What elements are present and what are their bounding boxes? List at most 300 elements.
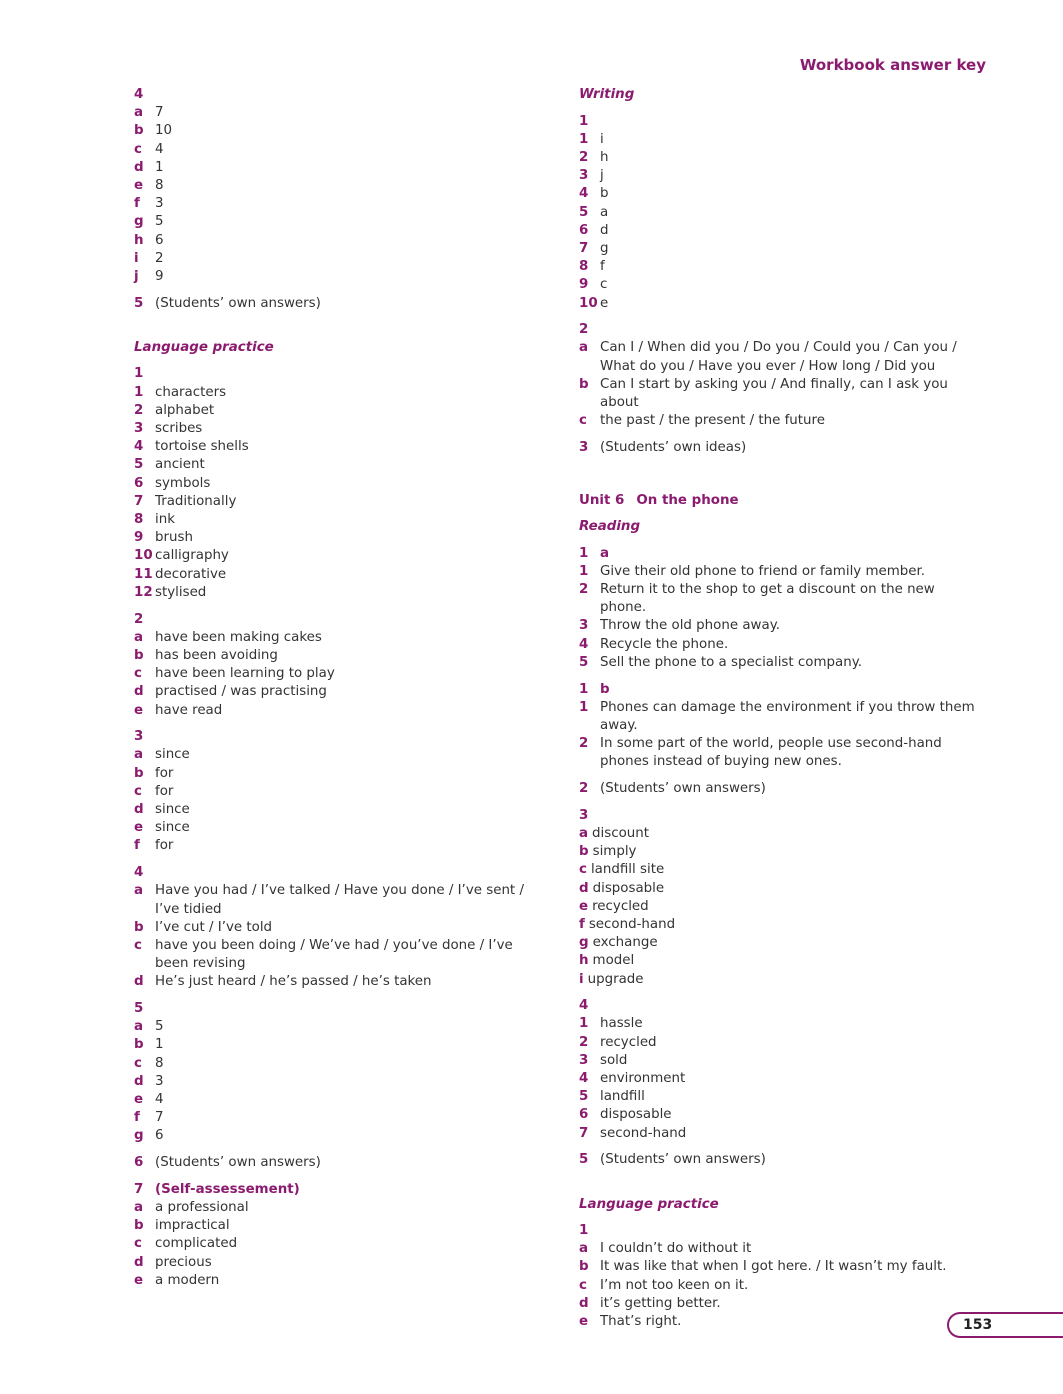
exercise-sub-label: a [600,545,610,561]
answer-label: c [134,141,142,157]
answer-text: 5 [155,214,164,230]
answer-label: d [134,974,144,990]
unit-title [579,492,979,510]
answer-row [134,665,534,683]
answer-row [134,511,534,529]
answer-label: a [134,105,144,121]
answer-row [134,529,534,547]
answer-label: 9 [134,530,144,546]
answer-label: 8 [134,512,144,528]
answer-text: for [155,765,174,781]
answer-text: scribes [155,421,203,437]
answer-label: 1 [579,699,589,715]
answer-row [579,1277,979,1295]
exercise-number: 2 [579,322,589,338]
answer-text: alphabet [155,402,215,418]
answer-label: 3 [579,618,589,634]
answer-row [134,1055,534,1073]
answer-text: b [600,186,609,202]
answer-label: a [134,629,144,645]
exercise-number: 5 [134,1001,144,1017]
answer-label: 6 [579,1107,589,1123]
exercise-number: 1 [579,681,589,697]
answer-row [579,1295,979,1313]
answer-row [134,122,534,140]
writing-exercise-2 [579,321,979,430]
answer-text: tortoise shells [155,439,249,455]
answer-row [134,384,534,402]
answer-text: Sell the phone to a specialist company. [600,654,862,670]
answer-label: b [134,1037,144,1053]
answer-row [134,213,534,231]
answer-label: i [134,250,139,266]
answer-text: since [155,747,190,763]
exercise-number: 4 [579,998,589,1014]
answer-row [579,880,979,898]
answer-text: impractical [155,1218,230,1234]
answer-text: 7 [155,1110,164,1126]
answer-row [134,1235,534,1253]
answer-text: (Students’ own answers) [600,1152,766,1168]
answer-text: have been making cakes [155,629,322,645]
answer-row [579,1015,979,1033]
lp-exercise-4 [134,864,534,991]
answer-row [134,1217,534,1235]
answer-row [134,438,534,456]
answer-label: b [579,376,589,392]
answer-text: Give their old phone to friend or family member. [600,563,926,579]
answer-text: d [600,222,609,238]
answer-text: Throw the old phone away. [600,618,780,634]
answer-label: e [134,178,144,193]
answer-text: 10 [155,123,173,139]
answer-row [134,232,534,250]
answer-row [579,204,979,222]
exercise-number: 6 [134,1155,144,1171]
answer-label: 5 [579,654,589,670]
writing-exercise-1 [579,113,979,313]
answer-text: 6 [155,1128,164,1144]
answer-label: 7 [579,1125,589,1141]
answer-text: He’s just heard / he’s passed / he’s taken [155,974,432,990]
answer-text: brush [155,530,193,546]
answer-label: 2 [579,736,589,752]
answer-text: e [600,295,609,311]
exercise-4 [134,86,534,286]
answer-text: Traditionally [155,493,237,509]
exercise-number: 1 [134,366,144,382]
exercise-number: 3 [134,729,144,745]
answer-text: symbols [155,475,211,491]
answer-text: c [600,277,608,293]
answer-label: c [134,783,142,799]
exercise-sub-label: b [600,681,610,697]
answer-label: f [579,916,585,932]
answer-text: discount [592,825,650,841]
answer-label: a [134,1200,144,1216]
answer-row [134,783,534,801]
answer-label: 1 [134,384,144,400]
answer-row [134,937,534,973]
answer-row [134,159,534,177]
answer-list [134,629,534,720]
answer-text: 4 [155,1092,164,1108]
answer-text: landfill [600,1089,645,1105]
answer-label: j [134,269,139,285]
answer-row [579,654,979,672]
answer-label: c [134,1055,142,1071]
answer-row [579,825,979,843]
answer-row [134,177,534,195]
answer-row [134,973,534,991]
answer-label: 2 [134,402,144,418]
answer-text: sold [600,1052,628,1068]
answer-label: g [579,935,589,951]
answer-text: disposable [600,1107,672,1123]
answer-text: second-hand [600,1125,687,1141]
answer-text: since [155,820,190,836]
unit-label: Unit 6 [579,492,625,508]
answer-text: for [155,783,174,799]
answer-row [579,861,979,879]
answer-row [579,934,979,952]
answer-text: a modern [155,1272,220,1288]
answer-list [579,1015,979,1142]
exercise-number: 1 [579,113,589,129]
answer-text: 9 [155,269,164,285]
answer-label: 1 [579,1016,589,1032]
answer-row [579,971,979,989]
lp-exercise-2 [134,611,534,720]
answer-label: 2 [579,149,589,165]
answer-text: precious [155,1254,212,1270]
answer-label: 12 [134,584,153,600]
answer-label: d [134,802,144,818]
answer-row [134,475,534,493]
page-number: 153 [947,1312,1063,1338]
answer-label: c [134,666,142,682]
answer-row [579,1313,979,1331]
answer-label: 1 [579,563,589,579]
reading-exercise-4 [579,997,979,1143]
answer-text: simply [592,844,637,860]
answer-label: d [579,1295,589,1311]
page-header-title: Workbook answer key [799,56,986,74]
answer-row [134,702,534,720]
section-heading-language-practice: Language practice [579,1196,719,1212]
answer-label: 4 [579,636,589,652]
answer-label: 1 [579,131,589,147]
reading-exercise-1a [579,545,979,672]
unit-name: On the phone [636,492,739,508]
answer-row [134,629,534,647]
answer-label: 10 [579,295,598,311]
writing-exercise-3 [579,439,979,457]
lp-exercise-6 [134,1154,534,1172]
answer-row [579,581,979,617]
answer-text: calligraphy [155,548,229,564]
answer-row [134,250,534,268]
answer-row [579,339,979,375]
answer-text: g [600,240,609,256]
answer-text: Return it to the shop to get a discount on the new phone. [600,582,935,616]
answer-text: 6 [155,232,164,248]
answer-label: 4 [579,1071,589,1087]
answer-text: hassle [600,1016,643,1032]
answer-label: 4 [579,186,589,202]
answer-text: Can I start by asking you / And finally, can I ask you about [600,376,948,411]
answer-row [134,456,534,474]
answer-text: have read [155,702,223,718]
answer-text: ink [155,512,175,528]
left-column [134,86,534,1290]
answer-label: a [134,747,144,763]
answer-text: I’ve cut / I’ve told [155,919,273,935]
answer-row [579,376,979,412]
reading-exercise-3 [579,807,979,989]
answer-row [579,735,979,771]
answer-label: e [134,1092,144,1108]
answer-label: 3 [579,1052,589,1068]
answer-row [134,837,534,855]
answer-text: practised / was practising [155,684,327,700]
answer-text: Phones can damage the environment if you throw them away. [600,699,975,733]
answer-text: characters [155,384,227,400]
answer-label: a [134,883,144,899]
answer-row [134,683,534,701]
reading-exercise-1b [579,681,979,772]
lp-exercise-1 [134,365,534,602]
answer-label: f [134,196,140,212]
answer-list [579,131,979,313]
answer-label: c [134,937,142,953]
answer-text: a professional [155,1200,249,1216]
answer-label: b [579,1259,589,1275]
answer-label: c [134,1236,142,1252]
answer-label: 2 [579,1034,589,1050]
answer-text: (Students’ own ideas) [600,439,747,455]
answer-row [134,801,534,819]
answer-row [134,1272,534,1290]
exercise-number: 7 [134,1181,144,1197]
answer-label: d [134,1073,144,1089]
answer-row [134,746,534,764]
answer-text: Can I / When did you / Do you / Could you / Can you / What do you / Have you ever / How long / Did you [600,340,957,374]
answer-row [134,1254,534,1272]
answer-label: d [134,684,144,700]
answer-row [579,1070,979,1088]
answer-list [579,699,979,772]
answer-row [579,699,979,735]
exercise-number: 1 [579,1223,589,1239]
answer-list [134,1199,534,1290]
answer-row [579,1034,979,1052]
answer-text: 8 [155,1055,164,1071]
answer-text: the past / the present / the future [600,413,825,429]
exercise-number: 3 [579,439,589,455]
answer-row [579,258,979,276]
exercise-number: 5 [134,295,144,311]
answer-list [134,104,534,286]
answer-list [134,1018,534,1145]
answer-text: 1 [155,1037,164,1053]
answer-label: 3 [579,168,589,184]
answer-row [579,412,979,430]
answer-list [579,563,979,672]
answer-row [579,276,979,294]
answer-row [579,1106,979,1124]
answer-label: 5 [579,1089,589,1105]
answer-text: In some part of the world, people use second-hand phones instead of buying new ones. [600,736,942,770]
answer-row [134,402,534,420]
answer-row [579,916,979,934]
answer-text: (Students’ own answers) [155,1155,321,1171]
answer-label: d [134,1254,144,1270]
answer-label: d [579,880,589,896]
answer-text: f [600,259,605,275]
answer-row [579,131,979,149]
answer-text: That’s right. [600,1314,682,1330]
answer-text: stylised [155,584,207,600]
answer-label: e [134,1272,144,1288]
exercise-number: 2 [579,781,589,797]
answer-row [134,104,534,122]
exercise-5 [134,295,534,313]
answer-label: b [134,647,144,663]
answer-label: a [579,825,589,841]
answer-text: I couldn’t do without it [600,1241,752,1257]
answer-text: for [155,838,174,854]
answer-list [134,384,534,602]
exercise-number: 1 [579,545,589,561]
answer-row [134,1073,534,1091]
answer-label: 5 [134,457,144,473]
answer-row [579,1258,979,1276]
answer-text: exchange [592,935,658,951]
answer-label: a [579,340,589,356]
exercise-number: 3 [579,807,589,823]
answer-label: 7 [134,493,144,509]
answer-label: 8 [579,259,589,275]
answer-list [134,882,534,991]
answer-list [134,746,534,855]
answer-label: a [134,1019,144,1035]
exercise-title: (Self-assessement) [155,1181,300,1197]
answer-row [134,1018,534,1036]
right-column [579,86,979,1331]
answer-label: b [579,844,589,860]
answer-row [134,1109,534,1127]
answer-text: environment [600,1071,686,1087]
answer-label: c [579,413,587,429]
answer-label: c [579,1277,587,1293]
answer-row [579,617,979,635]
answer-label: h [579,953,589,969]
answer-label: b [134,123,144,139]
answer-text: recycled [592,898,649,914]
answer-text: landfill site [590,862,665,878]
answer-row [579,185,979,203]
answer-label: g [134,214,144,230]
answer-row [579,563,979,581]
answer-text: complicated [155,1236,238,1252]
answer-text: Have you had / I’ve talked / Have you done / I’ve sent / I’ve tidied [155,883,524,917]
answer-row [134,584,534,602]
answer-label: 10 [134,548,153,564]
answer-row [134,882,534,918]
answer-label: e [134,702,144,718]
answer-list [579,825,979,989]
answer-text: 1 [155,159,164,175]
answer-row [134,493,534,511]
answer-row [579,1088,979,1106]
answer-text: It was like that when I got here. / It wasn’t my fault. [600,1259,947,1275]
answer-row [579,1125,979,1143]
answer-label: d [134,159,144,175]
answer-text: 8 [155,178,164,193]
answer-label: f [134,838,140,854]
answer-label: 6 [579,222,589,238]
answer-row [579,1052,979,1070]
answer-list [579,339,979,430]
answer-row [134,1036,534,1054]
answer-text: 3 [155,1073,164,1089]
answer-text: it’s getting better. [600,1295,721,1311]
exercise-number: 2 [134,611,144,627]
answer-label: a [579,1241,589,1257]
answer-row [134,268,534,286]
answer-label: b [134,765,144,781]
answer-label: h [134,232,144,248]
answer-label: b [134,1218,144,1234]
answer-text: Recycle the phone. [600,636,729,652]
exercise-number: 4 [134,865,144,881]
answer-label: g [134,1128,144,1144]
answer-label: 4 [134,439,144,455]
answer-label: f [134,1110,140,1126]
answer-text: disposable [592,880,665,896]
answer-row [579,898,979,916]
answer-row [134,566,534,584]
answer-text: model [592,953,635,969]
answer-list [579,1240,979,1331]
answer-label: 9 [579,277,589,293]
section-heading-reading: Reading [579,519,641,535]
answer-row [579,222,979,240]
answer-label: i [579,971,584,987]
section-heading-writing: Writing [579,87,635,102]
answer-text: 4 [155,141,164,157]
answer-row [134,1127,534,1145]
answer-text: 7 [155,105,164,121]
reading-exercise-2 [579,780,979,798]
lp-exercise-1 [579,1222,979,1331]
lp-exercise-3 [134,728,534,855]
answer-label: 11 [134,566,153,582]
exercise-number: 5 [579,1152,589,1168]
answer-text: recycled [600,1034,657,1050]
answer-row [579,167,979,185]
answer-label: b [134,919,144,935]
answer-label: 5 [579,204,589,220]
answer-text: ancient [155,457,205,473]
answer-label: 6 [134,475,144,491]
answer-label: e [134,820,144,836]
answer-row [134,420,534,438]
answer-row [134,547,534,565]
answer-row [579,636,979,654]
answer-row [134,819,534,837]
